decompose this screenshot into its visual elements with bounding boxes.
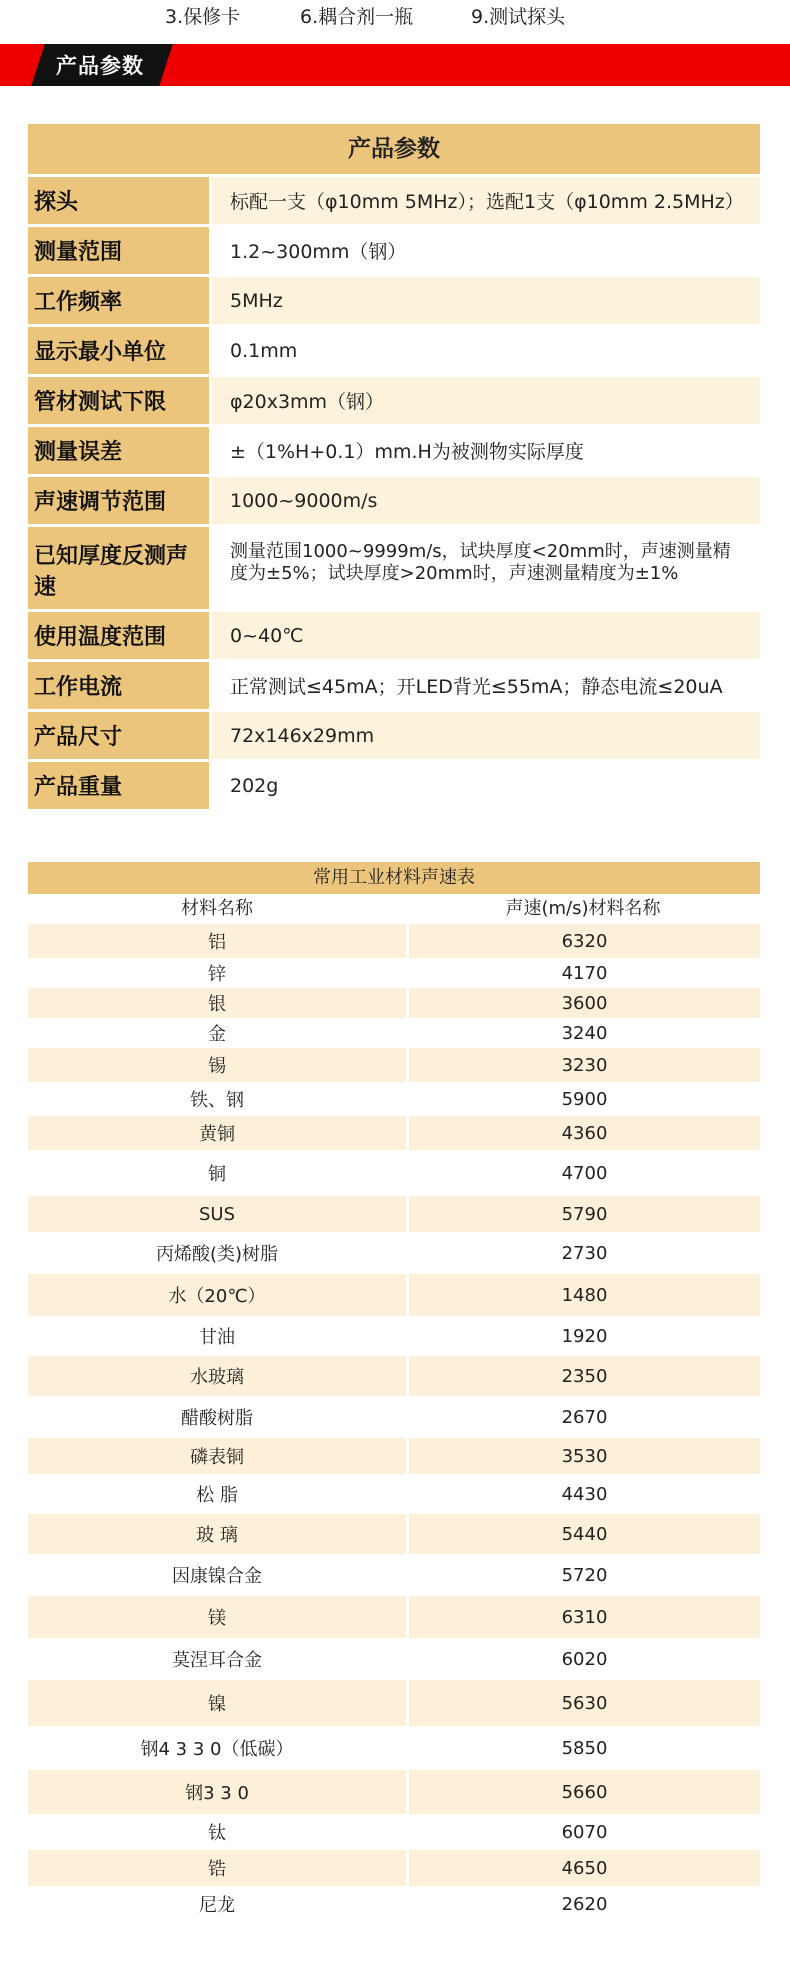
speed-table-row bbox=[28, 1356, 760, 1396]
material-name: 银 bbox=[28, 988, 406, 1018]
speed-table-row bbox=[28, 988, 760, 1018]
material-name: 铝 bbox=[28, 924, 406, 958]
material-name: 松 脂 bbox=[196, 1485, 238, 1506]
spec-row bbox=[28, 427, 760, 477]
spec-label: 产品尺寸 bbox=[28, 712, 209, 759]
material-name: 尼龙 bbox=[199, 1895, 235, 1916]
speed-table-row bbox=[28, 1638, 760, 1680]
speed-table-title: 常用工业材料声速表 bbox=[28, 862, 760, 894]
material-name: 铜 bbox=[208, 1164, 226, 1185]
speed-table-header bbox=[28, 894, 760, 924]
sound-speed-table bbox=[28, 862, 760, 1922]
speed-table-row bbox=[28, 1116, 760, 1150]
sound-speed-value: 6320 bbox=[409, 924, 760, 958]
sound-speed-value: 5440 bbox=[409, 1514, 760, 1554]
sound-speed-value: 2670 bbox=[561, 1406, 608, 1428]
material-name: 锌 bbox=[208, 964, 226, 985]
material-name: 水玻璃 bbox=[28, 1356, 406, 1396]
speed-table-row bbox=[28, 1150, 760, 1196]
spec-label: 显示最小单位 bbox=[28, 327, 209, 374]
speed-table-row bbox=[28, 1770, 760, 1814]
spec-row bbox=[28, 177, 760, 227]
spec-label: 已知厚度反测声速 bbox=[28, 527, 209, 609]
spec-label: 测量误差 bbox=[28, 427, 209, 474]
sound-speed-value: 4360 bbox=[409, 1116, 760, 1150]
material-name: 因康镍合金 bbox=[172, 1566, 262, 1587]
sound-speed-value: 4700 bbox=[561, 1162, 608, 1184]
sound-speed-value: 6020 bbox=[561, 1648, 608, 1670]
spec-value: 标配一支（φ10mm 5MHz）；选配1支（φ10mm 2.5MHz） bbox=[212, 177, 760, 224]
spec-value: φ20x3mm（钢） bbox=[212, 377, 760, 424]
speed-table-row bbox=[28, 1018, 760, 1048]
spec-table bbox=[28, 124, 760, 812]
material-name: 钛 bbox=[208, 1823, 226, 1844]
material-name: SUS bbox=[28, 1196, 406, 1232]
speed-table-row bbox=[28, 1596, 760, 1638]
sound-speed-value: 2620 bbox=[561, 1893, 608, 1915]
sound-speed-value: 5790 bbox=[409, 1196, 760, 1232]
sound-speed-value: 4170 bbox=[561, 962, 608, 984]
sound-speed-value: 5720 bbox=[561, 1564, 608, 1586]
speed-table-row bbox=[28, 1726, 760, 1770]
speed-table-row bbox=[28, 1886, 760, 1922]
material-name: 莫涅耳合金 bbox=[172, 1650, 262, 1671]
spec-label: 工作频率 bbox=[28, 277, 209, 324]
spec-value: 0.1mm bbox=[212, 327, 760, 374]
col-header-speed: 声速(m/s)材料名称 bbox=[505, 898, 661, 919]
spec-value: 测量范围1000~9999m/s，试块厚度<20mm时，声速测量精度为±5%；试块厚度>20mm时，声速测量精度为±1% bbox=[212, 527, 760, 609]
sound-speed-value: 4430 bbox=[561, 1483, 608, 1505]
speed-table-row bbox=[28, 1048, 760, 1082]
sound-speed-value: 5660 bbox=[409, 1770, 760, 1814]
sound-speed-value: 2730 bbox=[561, 1242, 608, 1264]
spec-row bbox=[28, 612, 760, 662]
sound-speed-value: 6310 bbox=[409, 1596, 760, 1638]
material-name: 黄铜 bbox=[28, 1116, 406, 1150]
material-name: 镁 bbox=[28, 1596, 406, 1638]
sound-speed-value: 1480 bbox=[409, 1274, 760, 1316]
spec-value: 1.2~300mm（钢） bbox=[212, 227, 760, 274]
material-name: 醋酸树脂 bbox=[181, 1408, 253, 1429]
spec-value: 72x146x29mm bbox=[212, 712, 760, 759]
spec-label: 使用温度范围 bbox=[28, 612, 209, 659]
col-header-material: 材料名称 bbox=[181, 898, 253, 919]
sound-speed-value: 5850 bbox=[561, 1737, 608, 1759]
sound-speed-value: 2350 bbox=[409, 1356, 760, 1396]
spec-value: 5MHz bbox=[212, 277, 760, 324]
speed-table-row bbox=[28, 1196, 760, 1232]
material-name: 钢4 3 3 0（低碳） bbox=[140, 1739, 294, 1760]
material-name: 钢3 3 0 bbox=[28, 1770, 406, 1814]
sound-speed-value: 3600 bbox=[409, 988, 760, 1018]
spec-label: 管材测试下限 bbox=[28, 377, 209, 424]
speed-table-row bbox=[28, 924, 760, 958]
spec-row bbox=[28, 227, 760, 277]
speed-table-row bbox=[28, 1396, 760, 1438]
speed-table-row bbox=[28, 1274, 760, 1316]
speed-table-row bbox=[28, 1814, 760, 1850]
speed-table-row bbox=[28, 1850, 760, 1886]
speed-table-row bbox=[28, 1554, 760, 1596]
sound-speed-value: 3230 bbox=[409, 1048, 760, 1082]
spec-row bbox=[28, 712, 760, 762]
banner-title: 产品参数 bbox=[56, 54, 144, 78]
material-name: 金 bbox=[208, 1024, 226, 1045]
speed-table-row bbox=[28, 1232, 760, 1274]
section-banner bbox=[0, 44, 790, 86]
speed-table-row bbox=[28, 1514, 760, 1554]
material-name: 铁、钢 bbox=[190, 1090, 244, 1111]
material-name: 镍 bbox=[28, 1680, 406, 1726]
sound-speed-value: 4650 bbox=[409, 1850, 760, 1886]
speed-table-row bbox=[28, 958, 760, 988]
spec-label: 测量范围 bbox=[28, 227, 209, 274]
material-name: 锆 bbox=[28, 1850, 406, 1886]
included-items-list bbox=[0, 0, 790, 40]
spec-value: 0~40℃ bbox=[212, 612, 760, 659]
material-name: 玻 璃 bbox=[28, 1514, 406, 1554]
included-item: 6.耦合剂一瓶 bbox=[300, 6, 414, 28]
spec-value: 正常测试≤45mA；开LED背光≤55mA；静态电流≤20uA bbox=[212, 662, 760, 709]
sound-speed-value: 5900 bbox=[561, 1088, 608, 1110]
spec-value: 202g bbox=[212, 762, 760, 809]
sound-speed-value: 3240 bbox=[561, 1022, 608, 1044]
sound-speed-value: 1920 bbox=[561, 1325, 608, 1347]
sound-speed-value: 3530 bbox=[409, 1438, 760, 1474]
spec-label: 产品重量 bbox=[28, 762, 209, 809]
spec-table-title: 产品参数 bbox=[28, 124, 760, 174]
spec-value: 1000~9000m/s bbox=[212, 477, 760, 524]
included-item: 3.保修卡 bbox=[165, 6, 241, 28]
sound-speed-value: 5630 bbox=[409, 1680, 760, 1726]
spec-label: 工作电流 bbox=[28, 662, 209, 709]
spec-row bbox=[28, 762, 760, 812]
speed-table-row bbox=[28, 1680, 760, 1726]
material-name: 水（20℃） bbox=[28, 1274, 406, 1316]
sound-speed-value: 6070 bbox=[561, 1821, 608, 1843]
spec-row bbox=[28, 477, 760, 527]
speed-table-row bbox=[28, 1082, 760, 1116]
speed-table-row bbox=[28, 1438, 760, 1474]
spec-label: 探头 bbox=[28, 177, 209, 224]
material-name: 锡 bbox=[28, 1048, 406, 1082]
material-name: 磷表铜 bbox=[28, 1438, 406, 1474]
spec-row bbox=[28, 277, 760, 327]
material-name: 甘油 bbox=[199, 1327, 235, 1348]
speed-table-row bbox=[28, 1316, 760, 1356]
included-item: 9.测试探头 bbox=[471, 6, 566, 28]
spec-row bbox=[28, 327, 760, 377]
speed-table-row bbox=[28, 1474, 760, 1514]
spec-row bbox=[28, 662, 760, 712]
spec-label: 声速调节范围 bbox=[28, 477, 209, 524]
spec-row bbox=[28, 377, 760, 427]
spec-value: ±（1%H+0.1）mm.H为被测物实际厚度 bbox=[212, 427, 760, 474]
spec-row bbox=[28, 527, 760, 612]
material-name: 丙烯酸(类)树脂 bbox=[155, 1244, 279, 1265]
